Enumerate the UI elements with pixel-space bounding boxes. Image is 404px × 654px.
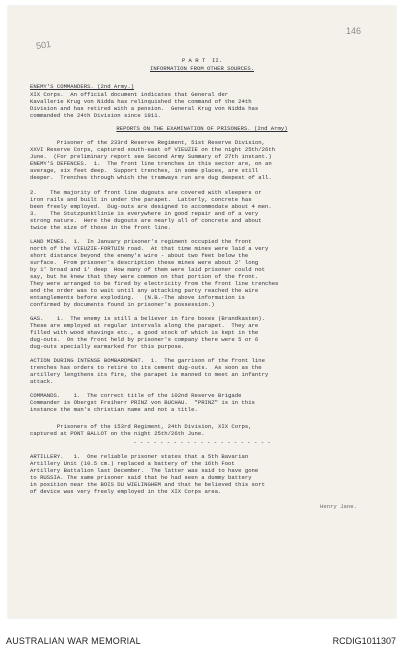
- body-line: Division and has retired with a pension. General Krug von Nidda has: [30, 105, 259, 112]
- enemy-commanders-heading: ENEMY'S COMMANDERS. (2nd Army.): [30, 83, 135, 90]
- archive-footer: [0, 630, 404, 654]
- body-line: to RUSSIA. The same prisoner said that he had seen a dummy battery: [30, 474, 252, 481]
- body-line: LAND MINES. 1. In January prisoner's regiment occupied the front: [30, 238, 252, 245]
- body-line: strong nature. Here the dugouts are nearly all of concrete and about: [30, 217, 262, 224]
- document-page: [8, 6, 396, 618]
- body-line: Prisoners of the 153rd Regiment, 24th Division, XIX Corps,: [30, 423, 252, 430]
- body-line: filled with wood shavings etc., a good stock of which is kept in the: [30, 329, 259, 336]
- body-line: of device was very freely employed in the XIX Corps area.: [30, 488, 222, 495]
- body-line: June. (For preliminary report see Second Army Summary of 27th instant.): [30, 153, 272, 160]
- body-line: say, but he knew that they were common on that portion of the front.: [30, 273, 259, 280]
- body-line: Prisoner of the 233rd Reserve Regiment, 51st Reserve Division,: [30, 139, 265, 146]
- body-line: entanglements before exploding. (N.B.-The above information is: [30, 294, 245, 301]
- body-line: attack.: [30, 378, 54, 385]
- body-line: captured at PONT BALLOT on the night 25th/26th June.: [30, 430, 205, 437]
- body-line: GAS. 1. The enemy is still a believer in fire boxes (Brandkasten).: [30, 315, 265, 322]
- body-line: trenches has orders to retire to its cement dug-outs. As soon as the: [30, 364, 262, 371]
- body-line: XXVI Reserve Corps, captured south-east of VIEUZIE on the night 25th/26th: [30, 146, 276, 153]
- body-line: twice the size of those in the front line.: [30, 224, 171, 231]
- archive-name: AUSTRALIAN WAR MEMORIAL: [6, 636, 141, 646]
- body-line: confirmed by documents found in prisoner's possession.): [30, 301, 215, 308]
- body-line: They were arranged to be fired by electricity from the front line trenches: [30, 280, 279, 287]
- archive-id: RCDIG1011307: [332, 636, 396, 646]
- body-line: instance the man's christian name and not a title.: [30, 406, 198, 413]
- section-divider: - - - - - - - - - - - - - - - - - - - - -: [133, 439, 271, 446]
- body-line: by 1' broad and 1' deep How many of them were laid prisoner could not: [30, 266, 265, 273]
- body-line: ENEMY'S DEFENCES. 1. The front line trenches in this sector are, on an: [30, 160, 272, 167]
- body-line: ACTION DURING INTENSE BOMBARDMENT. 1. The garrison of the front line: [30, 357, 265, 364]
- part-heading: P A R T II.: [181, 57, 223, 64]
- body-line: Kavallerie Krug von Nidda has relinquished the command of the 24th: [30, 98, 252, 105]
- body-line: north of the VIEUZIE-FORTUIN road. At that time mines were laid a very: [30, 245, 269, 252]
- body-line: surface. From prisoner's description these mines were about 2' long: [30, 259, 259, 266]
- reports-heading: REPORTS ON THE EXAMINATION OF PRISONERS. (2nd Army): [116, 125, 288, 132]
- body-line: short distance beyond the enemy's wire - about two feet below the: [30, 252, 249, 259]
- body-line: commanded the 24th Division since 1911.: [30, 112, 161, 119]
- body-line: and the order was to wait until any attacking party reached the wire: [30, 287, 259, 294]
- body-line: XIX Corps. An official document indicates that General der: [30, 91, 229, 98]
- signature: Henry Jane.: [320, 503, 357, 510]
- body-line: in position near the BOIS DU WIELINGHEM and that he believed this sort: [30, 481, 265, 488]
- body-line: 3. The Stutzpunktlinie is everywhere in good repair and of a very: [30, 210, 259, 217]
- pencil-page-number: 146: [346, 26, 362, 36]
- body-line: dug-outs specially earmarked for this purpose.: [30, 343, 185, 350]
- section-title: INFORMATION FROM OTHER SOURCES.: [149, 65, 255, 72]
- body-line: 2. The majority of front line dugouts are covered with sleepers or: [30, 189, 262, 196]
- body-line: artillery lengthens its fire, the parapet is manned to meet an infantry: [30, 371, 269, 378]
- body-line: been freely employed. Dug-outs are designed to accommodate about 4 men.: [30, 203, 272, 210]
- body-line: ARTILLERY. 1. One reliable prisoner states that a 5th Bavarian: [30, 453, 249, 460]
- body-line: These are employed at regular intervals along the parapet. They are: [30, 322, 259, 329]
- body-line: COMMANDS. 1. The correct title of the 102nd Reserve Brigade: [30, 392, 242, 399]
- body-line: dug-outs. On the front held by prisoner's company there were 5 or 6: [30, 336, 259, 343]
- body-line: Artillery Battalion last December. The latter was said to have gone: [30, 467, 259, 474]
- body-line: average, six feet deep. Support trenches, in some places, are still: [30, 167, 259, 174]
- body-line: iron rails and built in under the parapet. Latterly, concrete has: [30, 196, 252, 203]
- body-line: Artillery Unit (10.5 cm.) replaced a battery of the 16th Foot: [30, 460, 235, 467]
- body-line: deeper. Trenches through which the tramways run are dug deepest of all.: [30, 174, 272, 181]
- body-line: Commander is Obergst Freiherr PRINZ von BUCHAU. "PRINZ" is in this: [30, 399, 255, 406]
- pencil-note: 501: [35, 39, 52, 51]
